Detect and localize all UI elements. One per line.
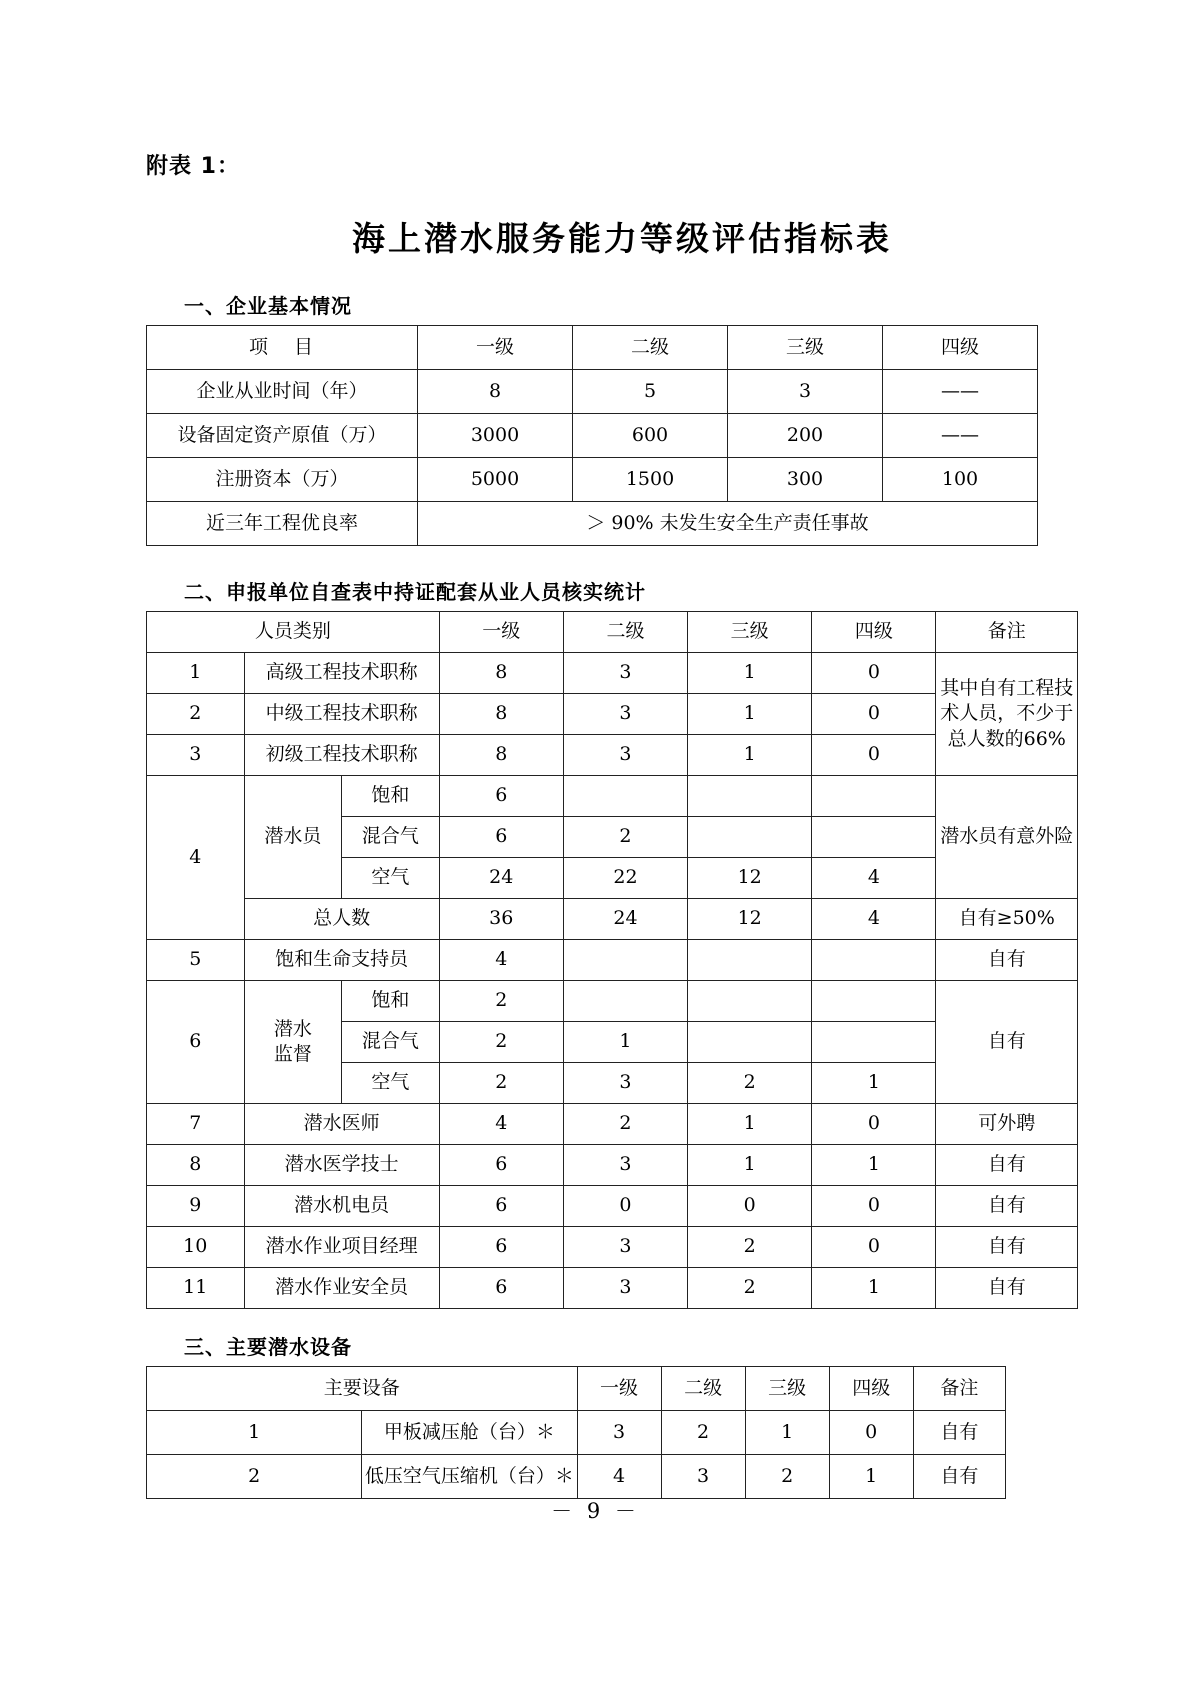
column-header-grade-1: 一级 xyxy=(418,326,573,370)
cell-grade-3 xyxy=(688,981,812,1022)
table-row xyxy=(147,1455,1006,1499)
cell-grade-1: 4 xyxy=(577,1455,661,1499)
cell-grade-1: 6 xyxy=(439,1227,563,1268)
cell-grade-3 xyxy=(688,940,812,981)
cell-grade-4: 1 xyxy=(812,1063,936,1104)
table-row xyxy=(147,1268,1078,1309)
cell-grade-2: 3 xyxy=(563,653,687,694)
cell-grade-3: 2 xyxy=(688,1227,812,1268)
column-header-grade-1: 一级 xyxy=(577,1367,661,1411)
cell-diver-subtype: 空气 xyxy=(342,858,440,899)
cell-remark: 自有 xyxy=(936,1268,1078,1309)
cell-grade-4 xyxy=(812,1022,936,1063)
table-row xyxy=(147,370,1038,414)
cell-grade-3 xyxy=(688,776,812,817)
cell-row-index: 4 xyxy=(147,776,245,940)
cell-grade-3: 2 xyxy=(688,1268,812,1309)
cell-remark: 可外聘 xyxy=(936,1104,1078,1145)
cell-remark: 自有 xyxy=(936,1145,1078,1186)
page-title: 海上潜水服务能力等级评估指标表 xyxy=(352,219,892,258)
cell-row-index: 2 xyxy=(147,1455,362,1499)
column-header-grade-4: 四级 xyxy=(812,612,936,653)
cell-grade-1: 4 xyxy=(439,940,563,981)
cell-grade-1: 5000 xyxy=(418,458,573,502)
cell-grade-4: 0 xyxy=(812,735,936,776)
cell-grade-2: 2 xyxy=(563,817,687,858)
table-row xyxy=(147,940,1078,981)
table-row xyxy=(147,776,1078,817)
column-header-grade-2: 二级 xyxy=(563,612,687,653)
table-row xyxy=(147,414,1038,458)
cell-grade-3: 1 xyxy=(688,735,812,776)
cell-grade-2: 3 xyxy=(661,1455,745,1499)
cell-grade-2 xyxy=(563,940,687,981)
cell-grade-1: 6 xyxy=(439,1268,563,1309)
cell-grade-4: 0 xyxy=(812,1186,936,1227)
cell-grade-2: 3 xyxy=(563,1063,687,1104)
cell-personnel-name: 潜水作业安全员 xyxy=(244,1268,439,1309)
table-header-row xyxy=(147,326,1038,370)
column-header-remark: 备注 xyxy=(913,1367,1005,1411)
cell-grade-1: 6 xyxy=(439,776,563,817)
cell-row-index: 1 xyxy=(147,1411,362,1455)
cell-grade-2 xyxy=(563,981,687,1022)
table-row xyxy=(147,1186,1078,1227)
section-heading-company: 一、企业基本情况 xyxy=(184,294,352,318)
cell-grade-4: —— xyxy=(883,370,1038,414)
table-row xyxy=(147,1227,1078,1268)
cell-grade-3: 12 xyxy=(688,858,812,899)
cell-remark-supervisor: 自有 xyxy=(936,981,1078,1104)
cell-grade-4 xyxy=(812,817,936,858)
cell-row-index: 2 xyxy=(147,694,245,735)
cell-grade-2: 0 xyxy=(563,1186,687,1227)
table-header-row xyxy=(147,1367,1006,1411)
document-content xyxy=(146,150,1078,1499)
cell-row-index: 6 xyxy=(147,981,245,1104)
row-label: 近三年工程优良率 xyxy=(147,502,418,546)
cell-supervisor-category xyxy=(244,981,342,1104)
cell-grade-4: 1 xyxy=(812,1268,936,1309)
table-row xyxy=(147,502,1038,546)
row-label: 企业从业时间（年） xyxy=(147,370,418,414)
cell-grade-3: 1 xyxy=(688,653,812,694)
cell-grade-4 xyxy=(812,940,936,981)
cell-grade-4: —— xyxy=(883,414,1038,458)
section-heading-equipment: 三、主要潜水设备 xyxy=(184,1335,352,1359)
cell-supervisor-subtype: 混合气 xyxy=(342,1022,440,1063)
cell-grade-2: 1 xyxy=(563,1022,687,1063)
cell-diver-subtype: 饱和 xyxy=(342,776,440,817)
cell-grade-4: 1 xyxy=(829,1455,913,1499)
table-row xyxy=(147,653,1078,694)
cell-remark-engineer: 其中自有工程技术人员，不少于总人数的66% xyxy=(936,653,1078,776)
row-label: 注册资本（万） xyxy=(147,458,418,502)
cell-grade-4: 0 xyxy=(812,694,936,735)
column-header-grade-4: 四级 xyxy=(883,326,1038,370)
cell-diver-category: 潜水员 xyxy=(244,776,342,899)
cell-remark: 自有 xyxy=(936,1186,1078,1227)
cell-personnel-name: 饱和生命支持员 xyxy=(244,940,439,981)
cell-remark-diver: 潜水员有意外险 xyxy=(936,776,1078,899)
cell-personnel-name: 中级工程技术职称 xyxy=(244,694,439,735)
cell-grade-3: 12 xyxy=(688,899,812,940)
cell-grade-3: 2 xyxy=(745,1455,829,1499)
cell-grade-2: 5 xyxy=(573,370,728,414)
cell-remark: 自有 xyxy=(936,940,1078,981)
row-label: 设备固定资产原值（万） xyxy=(147,414,418,458)
cell-grade-4 xyxy=(812,981,936,1022)
cell-equipment-name: 低压空气压缩机（台）＊ xyxy=(362,1455,577,1499)
cell-grade-3: 1 xyxy=(745,1411,829,1455)
cell-grade-1: 2 xyxy=(439,1063,563,1104)
cell-grade-4: 1 xyxy=(812,1145,936,1186)
cell-personnel-name: 潜水医师 xyxy=(244,1104,439,1145)
cell-grade-4: 0 xyxy=(812,1104,936,1145)
cell-grade-3: 0 xyxy=(688,1186,812,1227)
cell-grade-1: 3 xyxy=(577,1411,661,1455)
cell-grade-2: 3 xyxy=(563,1268,687,1309)
table-row xyxy=(147,899,1078,940)
supervisor-category-line-1: 潜水 xyxy=(273,1017,312,1040)
column-header-grade-3: 三级 xyxy=(688,612,812,653)
column-header-grade-4: 四级 xyxy=(829,1367,913,1411)
cell-grade-4: 0 xyxy=(812,1227,936,1268)
cell-grade-3: 2 xyxy=(688,1063,812,1104)
cell-grade-3: 200 xyxy=(728,414,883,458)
table-row xyxy=(147,1145,1078,1186)
cell-grade-2: 1500 xyxy=(573,458,728,502)
cell-personnel-name: 高级工程技术职称 xyxy=(244,653,439,694)
cell-grade-1: 8 xyxy=(439,653,563,694)
cell-grade-2: 600 xyxy=(573,414,728,458)
cell-grade-2: 2 xyxy=(661,1411,745,1455)
cell-diver-subtype: 混合气 xyxy=(342,817,440,858)
table-header-row xyxy=(147,612,1078,653)
cell-remark: 自有 xyxy=(936,1227,1078,1268)
table-row xyxy=(147,1104,1078,1145)
cell-quality-rate-requirement: ＞ 90% 未发生安全生产责任事故 xyxy=(418,502,1038,546)
column-header-grade-1: 一级 xyxy=(439,612,563,653)
cell-row-index: 8 xyxy=(147,1145,245,1186)
cell-grade-2 xyxy=(563,776,687,817)
cell-grade-3: 1 xyxy=(688,1145,812,1186)
cell-grade-4: 4 xyxy=(812,899,936,940)
cell-grade-3: 1 xyxy=(688,694,812,735)
cell-grade-4: 100 xyxy=(883,458,1038,502)
cell-grade-1: 8 xyxy=(439,735,563,776)
cell-grade-1: 6 xyxy=(439,817,563,858)
page-footer: － 9 － xyxy=(551,1499,640,1523)
column-header-grade-2: 二级 xyxy=(573,326,728,370)
cell-row-index: 10 xyxy=(147,1227,245,1268)
cell-remark-diver-total: 自有≥50% xyxy=(936,899,1078,940)
supervisor-category-line-2: 监督 xyxy=(273,1043,312,1065)
cell-grade-2: 3 xyxy=(563,1227,687,1268)
cell-grade-1: 2 xyxy=(439,981,563,1022)
cell-grade-3 xyxy=(688,1022,812,1063)
cell-diver-total-label: 总人数 xyxy=(244,899,439,940)
cell-equipment-name: 甲板减压舱（台）＊ xyxy=(362,1411,577,1455)
cell-row-index: 5 xyxy=(147,940,245,981)
cell-grade-2: 3 xyxy=(563,694,687,735)
cell-grade-1: 24 xyxy=(439,858,563,899)
cell-remark: 自有 xyxy=(913,1411,1005,1455)
table-row xyxy=(147,458,1038,502)
cell-supervisor-subtype: 空气 xyxy=(342,1063,440,1104)
attachment-label: 附表 1： xyxy=(146,154,240,179)
cell-grade-2: 2 xyxy=(563,1104,687,1145)
cell-grade-2: 3 xyxy=(563,1145,687,1186)
cell-grade-1: 6 xyxy=(439,1145,563,1186)
cell-remark: 自有 xyxy=(913,1455,1005,1499)
cell-row-index: 3 xyxy=(147,735,245,776)
personnel-statistics-table xyxy=(146,611,1078,1309)
column-header-grade-3: 三级 xyxy=(745,1367,829,1411)
cell-grade-1: 36 xyxy=(439,899,563,940)
cell-grade-2: 24 xyxy=(563,899,687,940)
cell-grade-1: 3000 xyxy=(418,414,573,458)
cell-grade-1: 8 xyxy=(439,694,563,735)
cell-personnel-name: 潜水医学技士 xyxy=(244,1145,439,1186)
cell-supervisor-subtype: 饱和 xyxy=(342,981,440,1022)
cell-grade-1: 2 xyxy=(439,1022,563,1063)
cell-personnel-name: 潜水作业项目经理 xyxy=(244,1227,439,1268)
cell-personnel-name: 潜水机电员 xyxy=(244,1186,439,1227)
column-header-personnel-category: 人员类别 xyxy=(147,612,440,653)
cell-personnel-name: 初级工程技术职称 xyxy=(244,735,439,776)
cell-grade-3: 1 xyxy=(688,1104,812,1145)
table-row xyxy=(147,1411,1006,1455)
cell-grade-3: 3 xyxy=(728,370,883,414)
cell-grade-1: 8 xyxy=(418,370,573,414)
cell-row-index: 7 xyxy=(147,1104,245,1145)
cell-grade-1: 4 xyxy=(439,1104,563,1145)
cell-grade-3: 300 xyxy=(728,458,883,502)
cell-row-index: 9 xyxy=(147,1186,245,1227)
cell-grade-3 xyxy=(688,817,812,858)
company-basic-info-table xyxy=(146,325,1038,546)
column-header-grade-2: 二级 xyxy=(661,1367,745,1411)
cell-grade-4 xyxy=(812,776,936,817)
cell-grade-4: 0 xyxy=(829,1411,913,1455)
cell-grade-2: 22 xyxy=(563,858,687,899)
cell-grade-4: 0 xyxy=(812,653,936,694)
cell-grade-1: 6 xyxy=(439,1186,563,1227)
cell-grade-2: 3 xyxy=(563,735,687,776)
cell-grade-4: 4 xyxy=(812,858,936,899)
main-diving-equipment-table xyxy=(146,1366,1006,1499)
column-header-item: 项 目 xyxy=(147,326,418,370)
cell-row-index: 1 xyxy=(147,653,245,694)
cell-row-index: 11 xyxy=(147,1268,245,1309)
column-header-remark: 备注 xyxy=(936,612,1078,653)
column-header-grade-3: 三级 xyxy=(728,326,883,370)
column-header-equipment: 主要设备 xyxy=(147,1367,578,1411)
table-row xyxy=(147,981,1078,1022)
section-heading-personnel: 二、申报单位自查表中持证配套从业人员核实统计 xyxy=(184,580,646,604)
